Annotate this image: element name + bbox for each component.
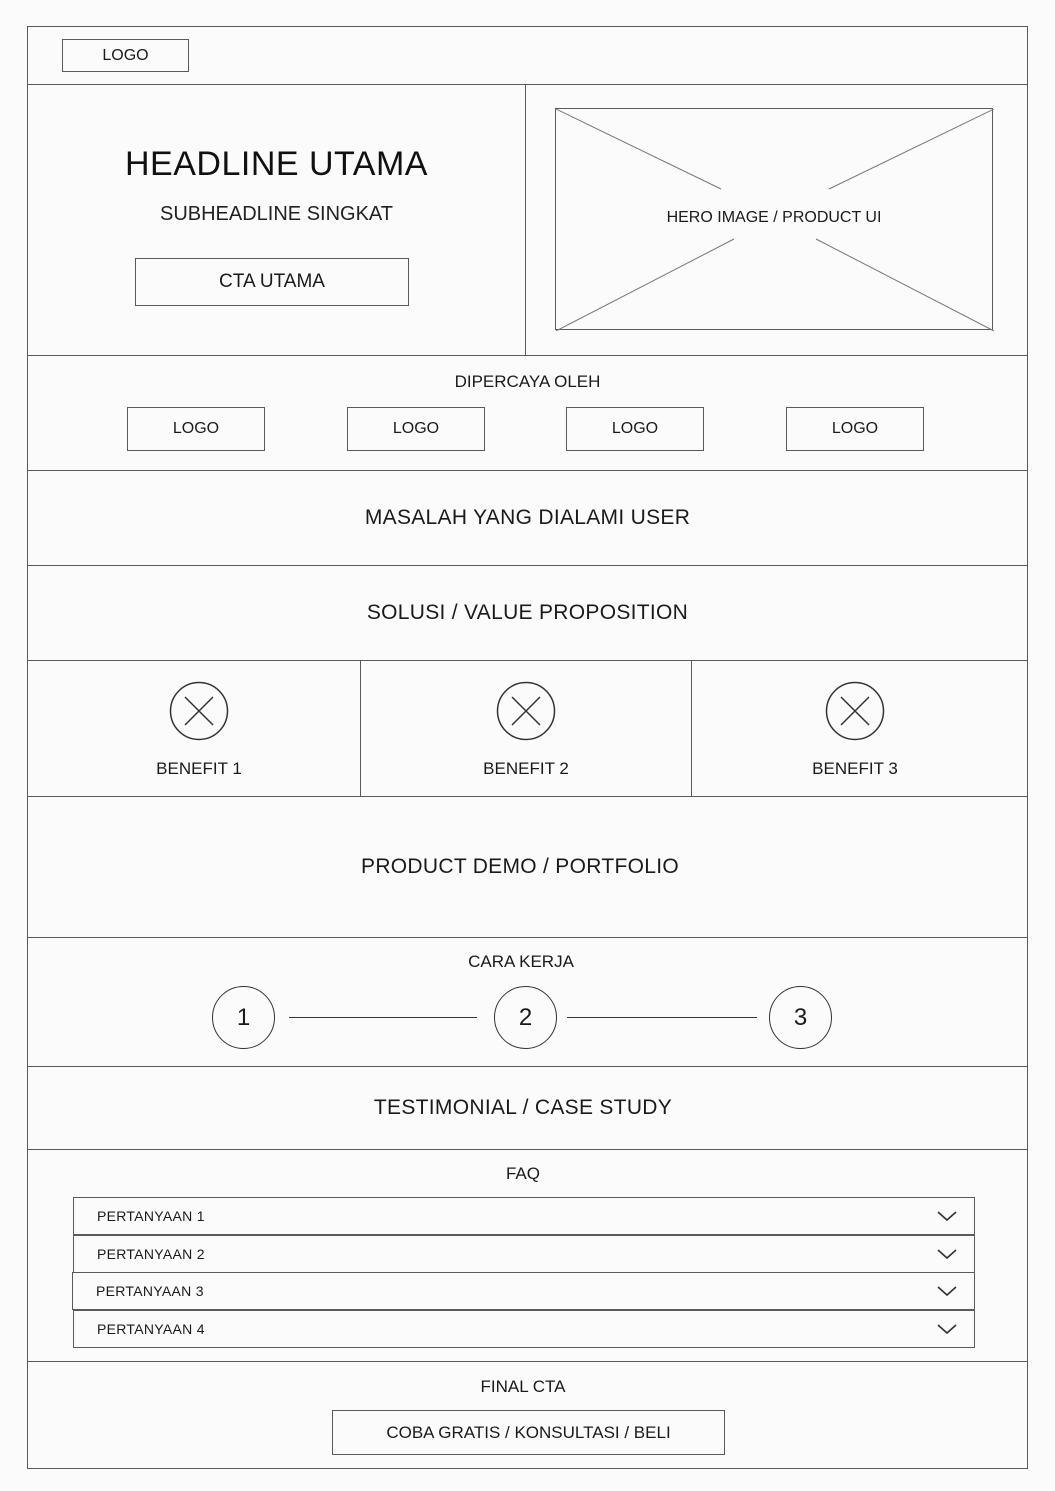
faq-section bbox=[28, 1150, 1027, 1362]
solution-title: SOLUSI / VALUE PROPOSITION bbox=[366, 601, 689, 624]
faq-item[interactable] bbox=[73, 1197, 975, 1235]
client-logo bbox=[566, 407, 704, 451]
step-number-label: 2 bbox=[518, 1003, 533, 1031]
step-connector bbox=[289, 1017, 477, 1018]
faq-title: FAQ bbox=[505, 1164, 540, 1183]
step-number-label: 3 bbox=[793, 1003, 808, 1031]
placeholder-x-icon bbox=[169, 681, 229, 741]
client-logo bbox=[347, 407, 485, 451]
header bbox=[28, 27, 1027, 85]
client-logo bbox=[127, 407, 265, 451]
faq-question: PERTANYAAN 1 bbox=[97, 1208, 205, 1224]
step-number bbox=[494, 986, 557, 1049]
client-logo-label: LOGO bbox=[172, 420, 220, 437]
benefits-section bbox=[28, 661, 1027, 797]
header-logo[interactable] bbox=[62, 39, 189, 72]
hero-divider bbox=[525, 85, 526, 355]
chevron-down-icon bbox=[936, 1208, 958, 1224]
problem-section bbox=[28, 471, 1027, 566]
hero-section bbox=[28, 85, 1027, 356]
wireframe-page bbox=[27, 26, 1028, 1469]
problem-title: MASALAH YANG DIALAMI USER bbox=[364, 506, 691, 529]
step-connector bbox=[567, 1017, 757, 1018]
step-number bbox=[212, 986, 275, 1049]
how-it-works-section bbox=[28, 938, 1027, 1067]
chevron-down-icon bbox=[936, 1283, 958, 1299]
steps-title: CARA KERJA bbox=[468, 952, 574, 971]
faq-question: PERTANYAAN 3 bbox=[96, 1283, 204, 1299]
faq-item[interactable] bbox=[73, 1310, 975, 1348]
solution-section bbox=[28, 566, 1027, 661]
hero-cta-label: CTA UTAMA bbox=[219, 271, 325, 292]
header-logo-label: LOGO bbox=[102, 46, 149, 64]
hero-image-placeholder bbox=[555, 108, 993, 330]
benefit-divider bbox=[360, 661, 361, 796]
benefit-label: BENEFIT 2 bbox=[483, 759, 569, 778]
testimonial-title: TESTIMONIAL / CASE STUDY bbox=[373, 1096, 673, 1119]
final-cta-label: COBA GRATIS / KONSULTASI / BELI bbox=[386, 1422, 671, 1442]
hero-image-label: HERO IMAGE / PRODUCT UI bbox=[666, 209, 882, 226]
trusted-title: DIPERCAYA OLEH bbox=[454, 372, 601, 391]
step-number bbox=[769, 986, 832, 1049]
chevron-down-icon bbox=[936, 1246, 958, 1262]
benefit-divider bbox=[691, 661, 692, 796]
benefit-label: BENEFIT 3 bbox=[812, 759, 898, 778]
placeholder-x-icon bbox=[825, 681, 885, 741]
testimonial-section bbox=[28, 1067, 1027, 1150]
demo-title: PRODUCT DEMO / PORTFOLIO bbox=[361, 855, 679, 878]
placeholder-x-icon bbox=[496, 681, 556, 741]
faq-question: PERTANYAAN 2 bbox=[97, 1246, 205, 1262]
final-cta-title: FINAL CTA bbox=[480, 1377, 566, 1396]
final-cta-button[interactable] bbox=[332, 1410, 725, 1455]
hero-headline: HEADLINE UTAMA bbox=[125, 145, 428, 183]
faq-item[interactable] bbox=[73, 1235, 975, 1273]
hero-subheadline: SUBHEADLINE SINGKAT bbox=[159, 203, 394, 225]
product-demo-section bbox=[28, 797, 1027, 938]
faq-item[interactable] bbox=[72, 1272, 975, 1310]
client-logo-label: LOGO bbox=[611, 420, 659, 437]
client-logo bbox=[786, 407, 924, 451]
client-logo-label: LOGO bbox=[392, 420, 440, 437]
benefit-label: BENEFIT 1 bbox=[156, 759, 242, 778]
faq-question: PERTANYAAN 4 bbox=[97, 1321, 205, 1337]
client-logo-label: LOGO bbox=[831, 420, 879, 437]
chevron-down-icon bbox=[936, 1321, 958, 1337]
trusted-by-section bbox=[28, 356, 1027, 471]
hero-cta-button[interactable] bbox=[135, 258, 409, 306]
final-cta-section bbox=[28, 1362, 1027, 1470]
step-number-label: 1 bbox=[236, 1003, 251, 1031]
